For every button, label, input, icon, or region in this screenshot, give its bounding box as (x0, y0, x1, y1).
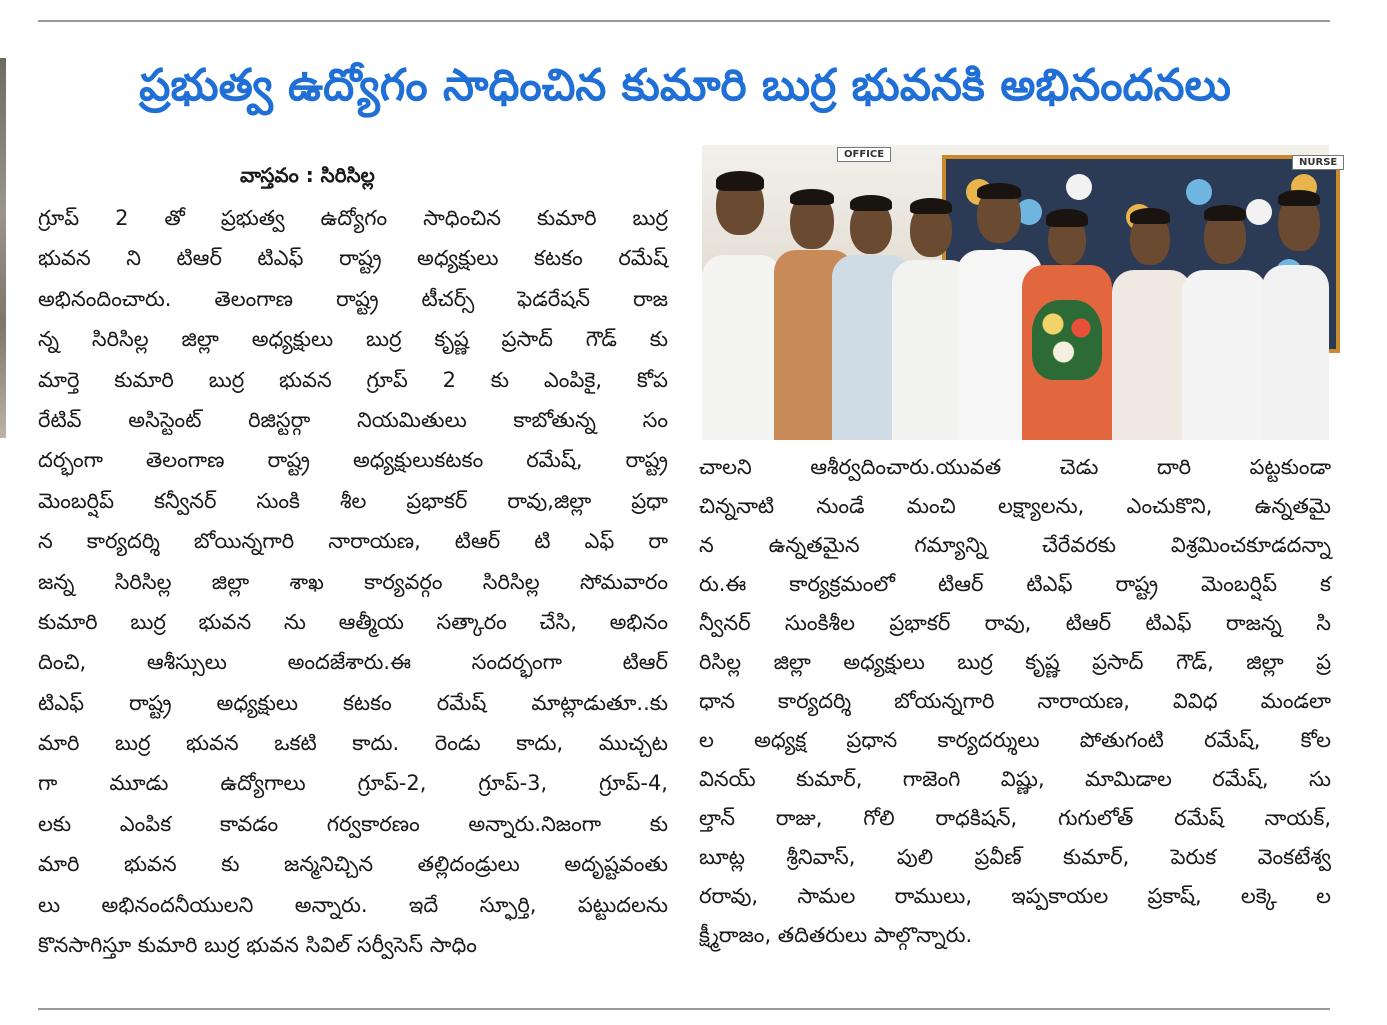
article-line: న్న సిరిసిల్ల జిల్లా అధ్యక్షులు బుర్ర కృష్ణ ప్రసాద్ గౌడ్ కు (38, 327, 668, 352)
article-line: గ్రూప్ 2 తో ప్రభుత్వ ఉద్యోగం సాధించిన కుమారి బుర్ర (38, 206, 668, 230)
photo-person-9 (1262, 145, 1329, 440)
article-line: కొనసాగిస్తూ కుమారి బుర్ర భువన సివిల్ సర్వీసెస్ సాధిం (38, 933, 477, 958)
photo-office-sign: OFFICE (837, 147, 891, 162)
bottom-rule (38, 1008, 1330, 1010)
photo-bouquet (1032, 300, 1102, 380)
article-line: న ఉన్నతమైన గమ్యాన్ని చేరేవరకు విశ్రమించకూడదన్నా (699, 533, 1331, 557)
photo-person-7 (1112, 145, 1192, 440)
article-line: ధాన కార్యదర్శి బోయన్నగారి నారాయణ, వివిధ మండలా (699, 689, 1331, 713)
dateline: వాస్తవం : సిరిసిల్ల (240, 163, 375, 187)
article-line: రేటివ్ అసిస్టెంట్ రిజిస్టర్గా నియమితులు కాబోతున్న సం (38, 407, 668, 432)
article-line: అభినందించారు. తెలంగాణ రాష్ట్ర టీచర్స్ ఫెడరేషన్ రాజ (38, 286, 668, 311)
article-line: మారి బుర్ర భువన ఒకటి కాదు. రెండు కాదు, ముచ్చట (38, 731, 668, 756)
article-line: మెంబర్షిప్ కన్వీనర్ సుంకి శీల ప్రభాకర్ రావు,జిల్లా ప్రధా (38, 488, 668, 513)
headline: ప్రభుత్వ ఉద్యోగం సాధించిన కుమారి బుర్ర భువనకి అభినందనలు (139, 60, 1231, 111)
article-right-column (699, 448, 1331, 955)
article-line: మారి భువన కు జన్మనిచ్చిన తల్లిదండ్రులు అదృష్టవంతు (38, 852, 668, 877)
photo-person-8 (1182, 145, 1267, 440)
article-line: దర్భంగా తెలంగాణ రాష్ట్ర అధ్యక్షులుకటకం రమేష్, రాష్ట్ర (38, 448, 668, 473)
article-line: మార్తె కుమారి బుర్ర భువన గ్రూప్ 2 కు ఎంపికై, కోప (38, 367, 668, 392)
article-line: చిన్ననాటి నుండే మంచి లక్ష్యాలను, ఎంచుకొని, ఉన్నతమై (699, 494, 1331, 518)
article-line: లకు ఎంపిక కావడం గర్వకారణం అన్నారు.నిజంగా కు (38, 811, 668, 836)
article-line: ల్తాన్ రాజు, గోలి రాధకిషన్, గుగులోత్ రమేష్ నాయక్, (699, 806, 1331, 830)
article-line: ల అధ్యక్ష ప్రధాన కార్యదర్శులు పోతుగంటి రమేష్, కోల (699, 728, 1331, 752)
article-line: కుమారి బుర్ర భువన ను ఆత్మీయ సత్కారం చేసి, అభినం (38, 609, 668, 634)
article-line: దించి, ఆశీస్సులు అందజేశారు.ఈ సందర్భంగా టిఆర్ (38, 650, 668, 675)
article-line: లు అభినందనీయులని అన్నారు. ఇదే స్ఫూర్తి, పట్టుదలను (38, 892, 668, 917)
article-line: రరావు, సామల రాములు, ఇప్పకాయల ప్రకాష్, లక్కె ల (699, 884, 1331, 908)
article-line: క్ష్మీరాజం, తదితరులు పాల్గొన్నారు. (699, 923, 973, 947)
photo-person-1 (702, 145, 782, 440)
article-line: బూట్ల శ్రీనివాస్, పులి ప్రవీణ్ కుమార్, పెరుక వెంకటేశ్వ (699, 845, 1331, 869)
article-line: జన్న సిరిసిల్ల జిల్లా శాఖ కార్యవర్గం సిరిసిల్ల సోమవారం (38, 569, 668, 594)
article-line: న్వీనర్ సుంకిశీల ప్రభాకర్ రావు, టిఆర్ టిఎఫ్ రాజన్న సి (699, 611, 1331, 635)
article-line: గా మూడు ఉద్యోగాలు గ్రూప్-2, గ్రూప్-3, గ్రూప్-4, (38, 771, 668, 796)
article-left-column (38, 198, 668, 965)
article-line: రు.ఈ కార్యక్రమంలో టిఆర్ టిఎఫ్ రాష్ట్ర మెంబర్షిప్ క (699, 572, 1331, 596)
article-photo (702, 145, 1338, 440)
article-line: వినయ్ కుమార్, గాజెంగి విష్ణు, మామిడాల రమేష్, సు (699, 767, 1331, 791)
article-line: భువన ని టిఆర్ టిఎఫ్ రాష్ట్ర అధ్యక్షులు కటకం రమేష్ (38, 246, 668, 271)
photo-person-6 (1022, 145, 1112, 440)
article-line: న కార్యదర్శి బోయిన్నగారి నారాయణ, టిఆర్ టి ఎఫ్ రా (38, 529, 668, 554)
top-rule (38, 20, 1330, 22)
adjacent-photo-edge (0, 58, 6, 438)
article-line: టిఎఫ్ రాష్ట్ర అధ్యక్షులు కటకం రమేష్ మాట్లాడుతూ..కు (38, 690, 668, 715)
photo-nurse-sign: NURSE (1292, 155, 1344, 170)
article-line: రిసిల్ల జిల్లా అధ్యక్షులు బుర్ర కృష్ణ ప్రసాద్ గౌడ్, జిల్లా ప్ర (699, 650, 1331, 674)
article-line: చాలని ఆశీర్వదించారు.యువత చెడు దారి పట్టకుండా (699, 455, 1331, 479)
